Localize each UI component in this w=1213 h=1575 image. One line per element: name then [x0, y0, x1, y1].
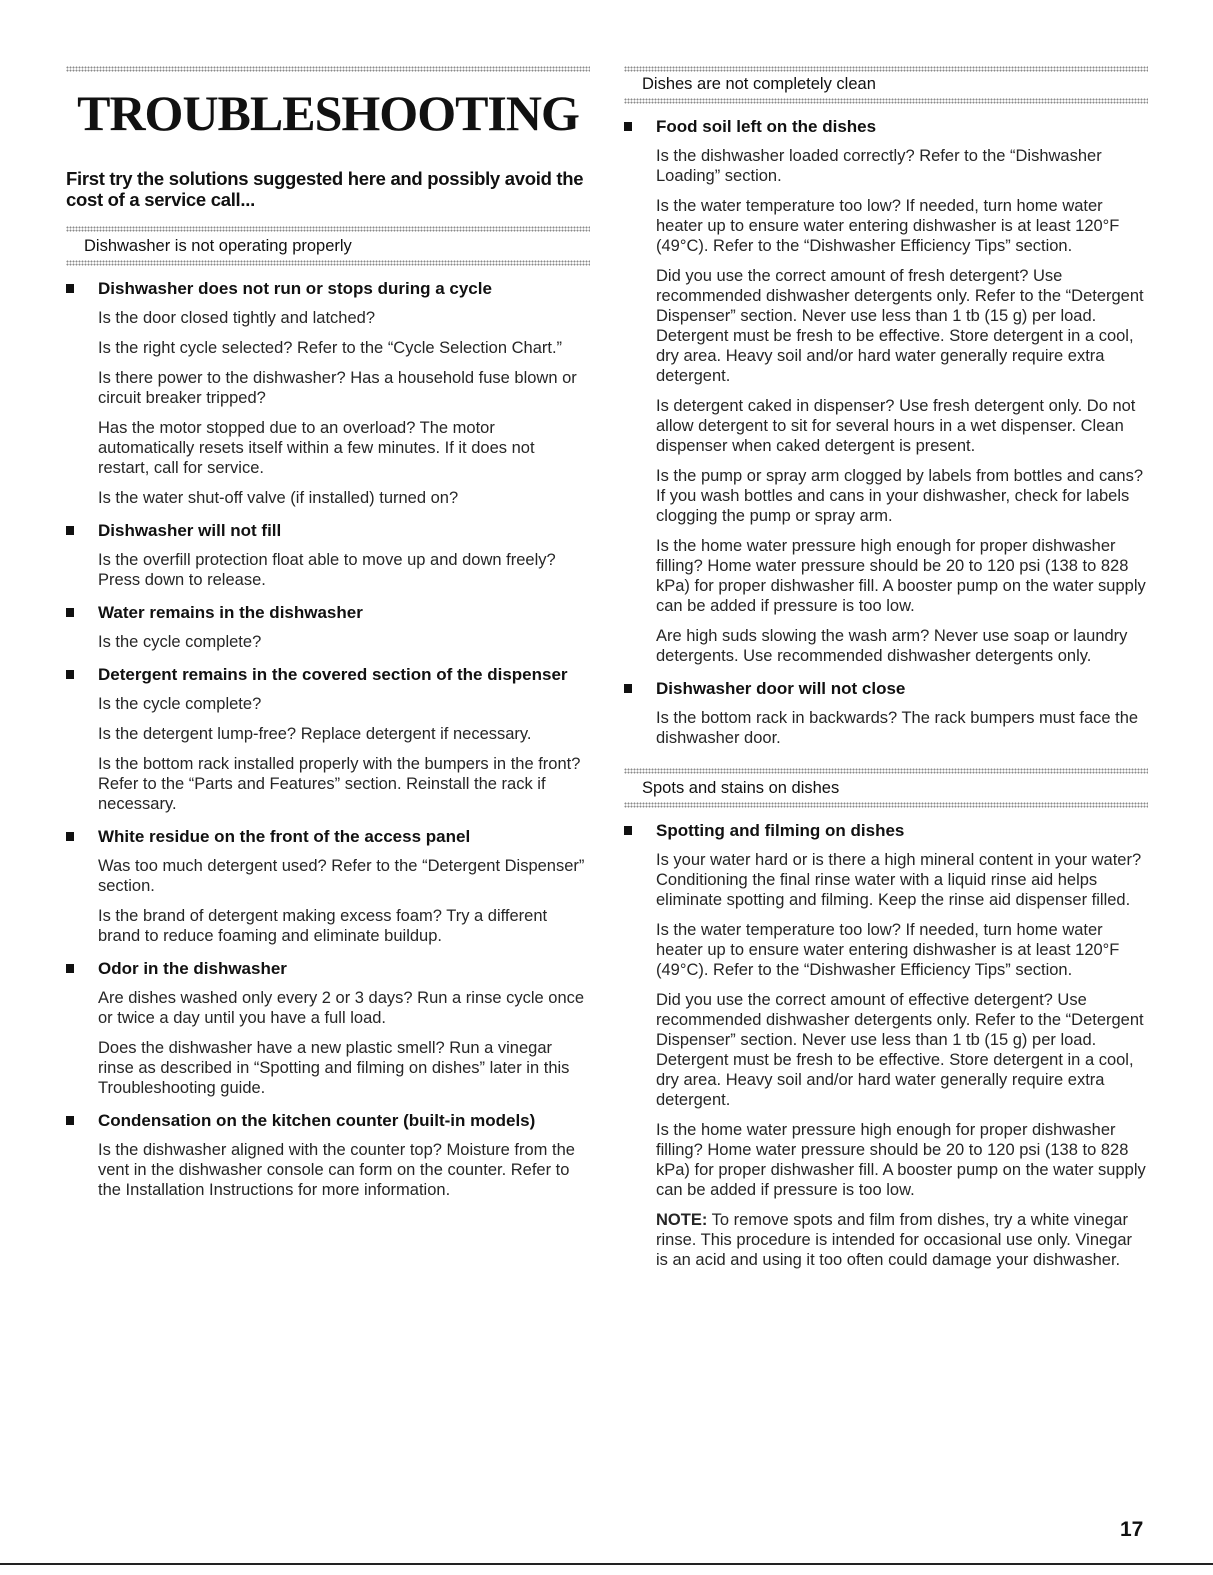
section-rule-bottom [624, 98, 1148, 104]
issue-title: Water remains in the dishwasher [98, 603, 363, 622]
issue-detergent-remains [66, 665, 590, 814]
paragraph: Is the bottom rack in backwards? The rack bumpers must face the dishwasher door. [656, 709, 1139, 747]
paragraph: Is the water shut-off valve (if installed) turned on? [98, 489, 459, 507]
paragraph: Is the dishwasher aligned with the counter top? Moisture from the vent in the dishwasher console can form on the counter. Refer to the Installation Instructions for more information. [98, 1141, 575, 1199]
issue-spotting-filming [624, 821, 1148, 1270]
issue-water-remains [66, 603, 590, 652]
issue-title: Dishwasher door will not close [656, 679, 906, 698]
page-number: 17 [1120, 1518, 1144, 1541]
issue-door-will-not-close [624, 679, 1148, 748]
bullet-icon [66, 1116, 74, 1125]
title-rule [66, 66, 590, 72]
paragraph: Is the cycle complete? [98, 695, 262, 713]
paragraph: Did you use the correct amount of effective detergent? Use recommended dishwasher detergents only. Refer to the “Detergent Dispenser” section. Never use less than 1 tb (15 g) per load. Detergent must be fresh to be effective. Store detergent in a cool, dry area. Heavy soil and/or hard water generally require extra detergent. [656, 991, 1144, 1109]
issue-title: Food soil left on the dishes [656, 117, 877, 136]
issue-does-not-run [66, 279, 590, 508]
right-column [624, 66, 1148, 1270]
paragraph: Is the bottom rack installed properly with the bumpers in the front? Refer to the “Parts and Features” section. Reinstall the rack if necessary. [98, 755, 581, 813]
bullet-icon [66, 832, 74, 841]
paragraph: Is detergent caked in dispenser? Use fresh detergent only. Do not allow detergent to sit for several hours in a wet dispenser. Clean dispenser when caked detergent is present. [656, 397, 1136, 455]
bullet-icon [66, 526, 74, 535]
bullet-icon [624, 826, 632, 835]
paragraph: Is the brand of detergent making excess foam? Try a different brand to reduce foaming and eliminate buildup. [98, 907, 548, 945]
bullet-icon [624, 684, 632, 693]
paragraph: Is the detergent lump-free? Replace detergent if necessary. [98, 725, 532, 743]
section-rule-bottom [624, 802, 1148, 808]
issue-food-soil [624, 117, 1148, 666]
section-spots-stains [624, 768, 1148, 1270]
section-title: Spots and stains on dishes [642, 779, 840, 797]
issue-title: Dishwasher does not run or stops during a cycle [98, 279, 492, 298]
paragraph: Is the cycle complete? [98, 633, 262, 651]
paragraph: Is the home water pressure high enough for proper dishwasher filling? Home water pressure should be 20 to 120 psi (138 to 828 kPa) for proper dishwasher fill. A booster pump on the water supply can be added if pressure is too low. [656, 1121, 1146, 1199]
paragraph: Was too much detergent used? Refer to the “Detergent Dispenser” section. [98, 857, 585, 895]
section-not-operating [66, 226, 590, 1200]
issue-odor [66, 959, 590, 1098]
paragraph: Is there power to the dishwasher? Has a household fuse blown or circuit breaker tripped? [98, 369, 577, 407]
issue-will-not-fill [66, 521, 590, 590]
bullet-icon [624, 122, 632, 131]
issue-title: Spotting and filming on dishes [656, 821, 905, 840]
paragraph: Did you use the correct amount of fresh detergent? Use recommended dishwasher detergents only. Refer to the “Detergent Dispenser” section. Never use less than 1 tb (15 g) per load. Detergent must be fresh to be effective. Store detergent in a cool, dry area. Heavy soil and/or hard water generally require extra detergent. [656, 267, 1144, 385]
paragraph: Is your water hard or is there a high mineral content in your water? Conditioning the final rinse water with a liquid rinse aid helps eliminate spotting and filming. Keep the rinse aid dispenser filled. [656, 851, 1142, 909]
issue-title: Odor in the dishwasher [98, 959, 287, 978]
paragraph: Are dishes washed only every 2 or 3 days? Run a rinse cycle once or twice a day until you have a full load. [98, 989, 585, 1027]
issue-condensation [66, 1111, 590, 1200]
section-not-clean [624, 66, 1148, 748]
paragraph: Is the overfill protection float able to move up and down freely? Press down to release. [98, 551, 556, 589]
note-label: NOTE: [656, 1211, 708, 1229]
paragraph: Is the water temperature too low? If needed, turn home water heater up to ensure water entering dishwasher is at least 120°F (49°C). Refer to the “Dishwasher Efficiency Tips” section. [656, 197, 1120, 255]
paragraph: Does the dishwasher have a new plastic smell? Run a vinegar rinse as described in “Spotting and filming on dishes” later in this Troubleshooting guide. [98, 1039, 570, 1097]
page-title: TROUBLESHOOTING [77, 85, 579, 141]
paragraph: Are high suds slowing the wash arm? Never use soap or laundry detergents. Use recommended dishwasher detergents only. [656, 627, 1128, 665]
section-title: Dishwasher is not operating properly [84, 237, 352, 255]
bullet-icon [66, 964, 74, 973]
bottom-rule [0, 1563, 1213, 1565]
issue-title: Condensation on the kitchen counter (built-in models) [98, 1111, 536, 1130]
paragraph: Is the pump or spray arm clogged by labels from bottles and cans? If you wash bottles and cans in your dishwasher, check for labels clogging the pump or spray arm. [656, 467, 1143, 525]
left-column [66, 66, 590, 1200]
note-text: To remove spots and film from dishes, try a white vinegar rinse. This procedure is intended for occasional use only. Vinegar is an acid and using it too often could damage your dishwasher. [656, 1211, 1133, 1269]
issue-title: White residue on the front of the access panel [98, 827, 471, 846]
paragraph: Is the water temperature too low? If needed, turn home water heater up to ensure water entering dishwasher is at least 120°F (49°C). Refer to the “Dishwasher Efficiency Tips” section. [656, 921, 1120, 979]
bullet-icon [66, 608, 74, 617]
intro-text: First try the solutions suggested here and possibly avoid the cost of a service call... [66, 168, 584, 210]
section-title: Dishes are not completely clean [642, 75, 876, 93]
bullet-icon [66, 670, 74, 679]
issue-title: Detergent remains in the covered section of the dispenser [98, 665, 568, 684]
paragraph: Is the door closed tightly and latched? [98, 309, 376, 327]
issue-title: Dishwasher will not fill [98, 521, 282, 540]
section-rule-bottom [66, 260, 590, 266]
paragraph: Is the home water pressure high enough for proper dishwasher filling? Home water pressure should be 20 to 120 psi (138 to 828 kPa) for proper dishwasher fill. A booster pump on the water supply can be added if pressure is too low. [656, 537, 1146, 615]
issue-white-residue [66, 827, 590, 946]
paragraph: Is the right cycle selected? Refer to the “Cycle Selection Chart.” [98, 339, 563, 357]
note-paragraph [656, 1210, 1148, 1270]
paragraph: Has the motor stopped due to an overload? The motor automatically resets itself within a few minutes. If it does not restart, call for service. [98, 419, 535, 477]
bullet-icon [66, 284, 74, 293]
paragraph: Is the dishwasher loaded correctly? Refer to the “Dishwasher Loading” section. [656, 147, 1102, 185]
